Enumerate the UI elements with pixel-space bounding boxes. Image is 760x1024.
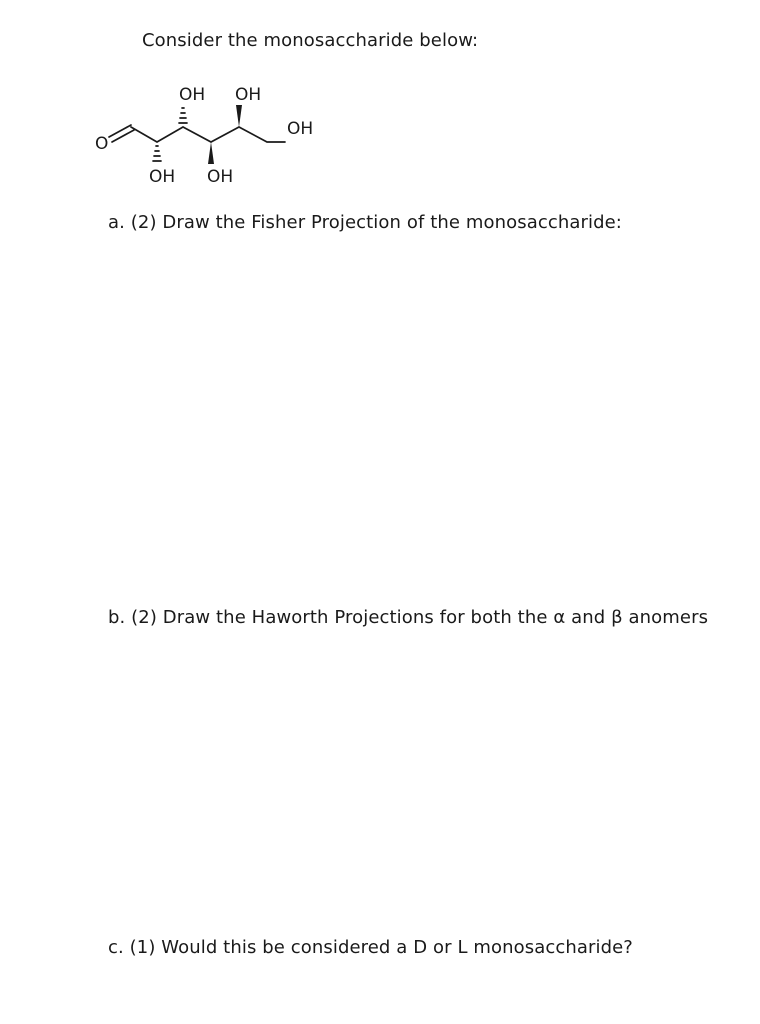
carbon-chain: [131, 127, 285, 142]
bottom-oh-2: OH: [207, 167, 234, 187]
top-oh-2: OH: [235, 85, 262, 105]
carbonyl-double-bond: [109, 125, 131, 137]
top-oh-1: OH: [179, 85, 206, 105]
question-c: c. (1) Would this be considered a D or L monosaccharide?: [108, 937, 633, 958]
wedge-bond-top-2: [236, 105, 242, 127]
bottom-oh-1: OH: [149, 167, 176, 187]
carbonyl-double-bond-2: [112, 130, 134, 142]
question-b: b. (2) Draw the Haworth Projections for both the α and β anomers: [108, 607, 709, 628]
terminal-oh: OH: [287, 119, 314, 139]
question-a: a. (2) Draw the Fisher Projection of the monosaccharide:: [108, 212, 622, 233]
wedge-bond-bottom-2: [208, 142, 214, 164]
hashed-bond-bottom-1: [153, 146, 161, 161]
carbonyl-oxygen: O: [95, 134, 109, 154]
hashed-bond-top-1: [179, 108, 187, 123]
intro-text: Consider the monosaccharide below:: [142, 30, 479, 51]
monosaccharide-structure: [85, 78, 345, 190]
